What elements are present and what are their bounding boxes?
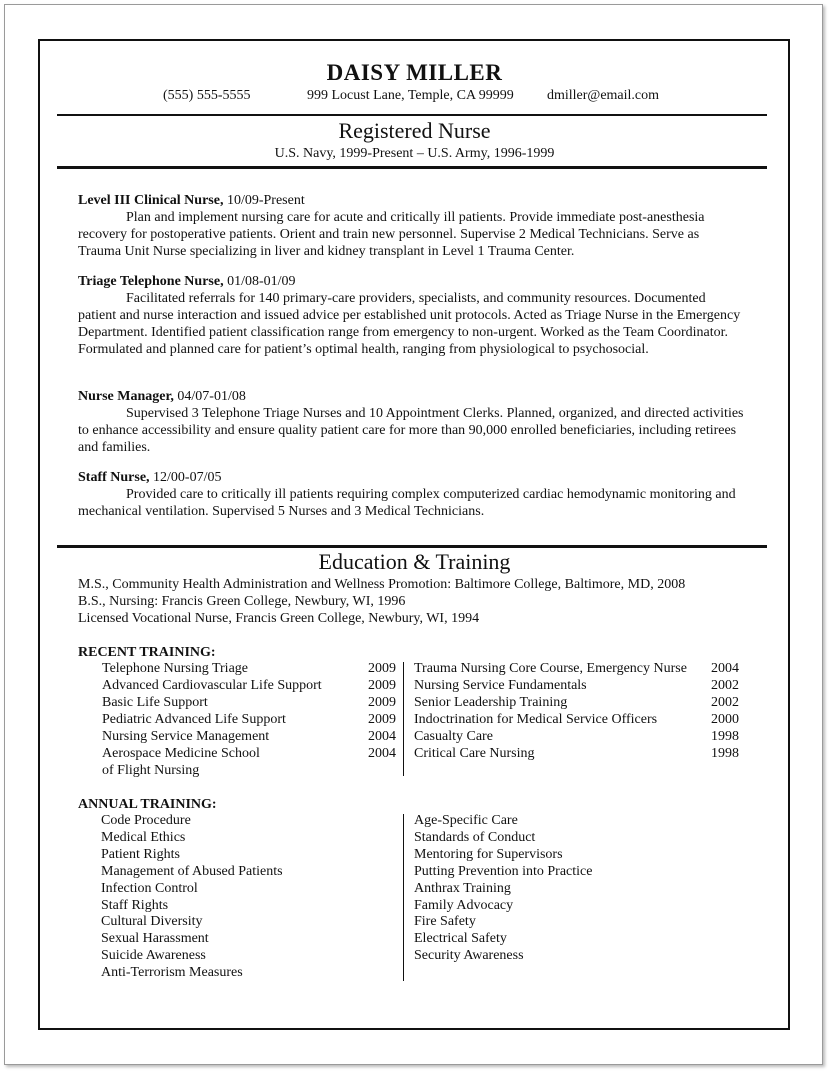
recent-training-course: Senior Leadership Training <box>414 695 568 710</box>
recent-training-year: 2004 <box>368 746 396 761</box>
recent-training-year: 2002 <box>711 695 739 710</box>
recent-training-course: Indoctrination for Medical Service Officers <box>414 712 658 727</box>
recent-training-course: of Flight Nursing <box>102 763 200 778</box>
annual-training-item: Standards of Conduct <box>414 830 536 845</box>
annual-training-item: Anti-Terrorism Measures <box>101 965 243 980</box>
recent-training-year: 2004 <box>711 661 739 676</box>
annual-training-item: Management of Abused Patients <box>101 864 283 879</box>
recent-training-course: Nursing Service Management <box>102 729 270 744</box>
recent-training-course: Advanced Cardiovascular Life Support <box>102 678 322 693</box>
annual-training-item: Putting Prevention into Practice <box>414 864 593 879</box>
degree-item: B.S., Nursing: Francis Green College, Newbury, WI, 1996 <box>78 594 406 609</box>
job-description: Provided care to critically ill patients requiring complex computerized cardiac hemodynamic monitoring and mechanical ventilation. Supervised 5 Nurses and 3 Medical Technicians. <box>78 487 736 519</box>
job-position: Staff Nurse, <box>78 470 150 485</box>
experience-entry <box>78 469 744 520</box>
recent-training-year: 2009 <box>368 695 396 710</box>
recent-training-year: 1998 <box>711 746 739 761</box>
recent-training-course: Telephone Nursing Triage <box>102 661 249 676</box>
job-description: Supervised 3 Telephone Triage Nurses and 10 Appointment Clerks. Planned, organized, and directed activities to enhance accessibility and ensure quality patient care for more than 90,000 enrolled beneficiaries, including retirees and families. <box>78 406 744 455</box>
recent-training-course: Basic Life Support <box>102 695 208 710</box>
contact-email: dmiller@email.com <box>547 88 660 103</box>
recent-training-course: Nursing Service Fundamentals <box>414 678 587 693</box>
experience-entry <box>78 192 744 260</box>
recent-training-year: 2009 <box>368 712 396 727</box>
job-description: Plan and implement nursing care for acute and critically ill patients. Provide immediate post-anesthesia recovery for postoperative patients. Orient and train new personnel. Supervise 2 Medical Technicians. Serve as Trauma Unit Nurse specializing in liver and kidney transplant in Level 1 Trauma Center. <box>78 210 705 259</box>
job-position: Level III Clinical Nurse, <box>78 193 224 208</box>
annual-training-item: Cultural Diversity <box>101 914 203 929</box>
profile-service: U.S. Navy, 1999-Present – U.S. Army, 1996-1999 <box>274 146 555 161</box>
profile-title: Registered Nurse <box>338 118 491 143</box>
annual-training-item: Suicide Awareness <box>101 948 206 963</box>
recent-training-heading: RECENT TRAINING: <box>78 645 216 660</box>
education-heading: Education & Training <box>318 549 511 574</box>
recent-training-course: Trauma Nursing Core Course, Emergency Nurse <box>414 661 687 676</box>
job-dates: 10/09-Present <box>223 193 305 208</box>
profile-divider <box>57 166 767 169</box>
experience-entry <box>78 273 744 358</box>
recent-training-course: Casualty Care <box>414 729 493 744</box>
degree-item: M.S., Community Health Administration and Wellness Promotion: Baltimore College, Baltimore, MD, 2008 <box>78 577 686 592</box>
recent-training-course: Pediatric Advanced Life Support <box>102 712 286 727</box>
job-dates: 12/00-07/05 <box>149 470 222 485</box>
annual-training-item: Mentoring for Supervisors <box>414 847 563 862</box>
recent-training-course: Aerospace Medicine School <box>102 746 260 761</box>
annual-training-item: Anthrax Training <box>414 881 511 896</box>
annual-training-item: Staff Rights <box>101 898 169 913</box>
recent-training-year: 2009 <box>368 678 396 693</box>
header-divider <box>57 114 767 116</box>
recent-training-year: 2002 <box>711 678 739 693</box>
contact-phone: (555) 555-5555 <box>163 88 251 103</box>
annual-training-item: Security Awareness <box>414 948 524 963</box>
annual-training-item: Age-Specific Care <box>414 813 518 828</box>
education-divider <box>57 545 767 548</box>
candidate-name: DAISY MILLER <box>326 60 503 85</box>
annual-training-item: Infection Control <box>101 881 198 896</box>
job-dates: 04/07-01/08 <box>173 389 246 404</box>
experience-entry <box>78 388 744 456</box>
annual-training-item: Fire Safety <box>414 914 476 929</box>
degree-item: Licensed Vocational Nurse, Francis Green College, Newbury, WI, 1994 <box>78 611 480 626</box>
annual-training-item: Medical Ethics <box>101 830 186 845</box>
annual-training-item: Code Procedure <box>101 813 191 828</box>
recent-training-year: 2004 <box>368 729 396 744</box>
annual-training-item: Family Advocacy <box>414 898 514 913</box>
job-description: Facilitated referrals for 140 primary-care providers, specialists, and community resources. Documented patient and nurse interaction and issued advice per established unit protocols. Acted as Triage Nurse in the Emergency Department. Identified patient classification range from emergency to non-urgent. Worked as the Team Coordinator. Formulated and planned care for patient’s optimal health, ranging from physiological to psychosocial. <box>78 291 741 357</box>
annual-training-column-divider <box>403 814 404 981</box>
contact-address: 999 Locust Lane, Temple, CA 99999 <box>307 88 514 103</box>
job-dates: 01/08-01/09 <box>223 274 296 289</box>
job-position: Triage Telephone Nurse, <box>78 274 224 289</box>
recent-training-year: 2000 <box>711 712 739 727</box>
annual-training-heading: ANNUAL TRAINING: <box>78 797 217 812</box>
annual-training-item: Electrical Safety <box>414 931 507 946</box>
recent-training-column-divider <box>403 662 404 776</box>
job-position: Nurse Manager, <box>78 389 174 404</box>
recent-training-year: 1998 <box>711 729 739 744</box>
annual-training-item: Sexual Harassment <box>101 931 209 946</box>
recent-training-year: 2009 <box>368 661 396 676</box>
annual-training-item: Patient Rights <box>101 847 180 862</box>
recent-training-course: Critical Care Nursing <box>414 746 535 761</box>
